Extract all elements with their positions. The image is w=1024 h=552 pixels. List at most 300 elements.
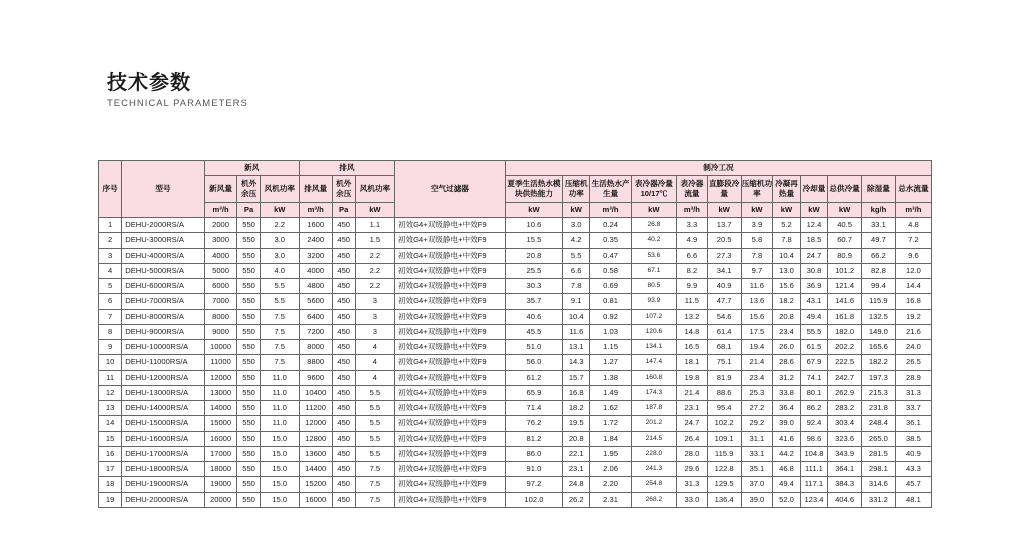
table-cell: 20.8 [505,248,562,263]
table-cell: 15.6 [773,279,800,294]
table-cell: 323.6 [828,431,862,446]
table-cell: 16000 [204,431,237,446]
table-cell: 1.62 [590,401,631,416]
filter-cell: 初效G4+双级静电+中效F9 [394,233,505,248]
table-cell: 21.4 [677,385,708,400]
table-cell: 450 [332,416,355,431]
table-row [99,233,932,248]
filter-cell: 初效G4+双级静电+中效F9 [394,248,505,263]
table-row [99,218,932,233]
table-cell: 12800 [299,431,332,446]
table-row [99,263,932,278]
model-cell: DEHU-16000RS/A [122,431,204,446]
header-exhaust-volume: 排风量 [299,176,332,203]
table-cell: 550 [237,279,260,294]
table-cell: 95.4 [707,401,741,416]
table-cell: 102.2 [707,416,741,431]
table-cell: 37.0 [741,477,773,492]
model-cell: DEHU-15000RS/A [122,416,204,431]
table-cell: 88.6 [707,385,741,400]
table-cell: 215.3 [862,385,896,400]
unit-cell: kW [260,203,299,218]
table-cell: 450 [332,233,355,248]
table-cell: 38.5 [895,431,931,446]
table-cell: 81.2 [505,431,562,446]
table-row [99,370,932,385]
table-cell: 15200 [299,477,332,492]
model-cell: DEHU-14000RS/A [122,401,204,416]
table-cell: 550 [237,309,260,324]
table-cell: 21.4 [741,355,773,370]
table-cell: 17000 [204,446,237,461]
table-cell: 214.5 [631,431,676,446]
header-cooling-capacity: 冷却量 [800,176,827,203]
table-cell: 7.8 [741,248,773,263]
table-cell: 231.8 [862,401,896,416]
filter-cell: 初效G4+双级静电+中效F9 [394,279,505,294]
table-cell: 283.2 [828,401,862,416]
table-cell: 28.0 [677,446,708,461]
model-cell: DEHU-2000RS/A [122,218,204,233]
table-cell: 40.9 [707,279,741,294]
table-cell: 18.1 [677,355,708,370]
table-cell: 10.6 [505,218,562,233]
table-cell: 24.8 [562,477,589,492]
table-cell: 6.6 [562,263,589,278]
table-cell: 3 [355,324,394,339]
table-cell: 3.0 [260,233,299,248]
table-cell: 109.1 [707,431,741,446]
table-cell: 9.7 [741,263,773,278]
header-exhaust: 排风 [299,161,394,176]
table-cell: 99.4 [862,279,896,294]
table-cell: 18000 [204,462,237,477]
table-cell: 40.6 [505,309,562,324]
table-cell: 98.6 [800,431,827,446]
table-cell: 2.2 [260,218,299,233]
table-cell: 16.8 [895,294,931,309]
table-cell: 55.5 [800,324,827,339]
table-cell: 19.2 [895,309,931,324]
table-cell: 82.8 [862,263,896,278]
table-cell: 45.7 [895,477,931,492]
table-cell: 550 [237,324,260,339]
table-cell: 13000 [204,385,237,400]
table-cell: 7200 [299,324,332,339]
header-fresh-air: 新风 [204,161,299,176]
table-cell: 19.5 [562,416,589,431]
table-cell: 8.2 [677,263,708,278]
table-cell: 160.8 [631,370,676,385]
table-cell: 33.1 [741,446,773,461]
table-cell: 40.5 [828,218,862,233]
table-cell: 450 [332,385,355,400]
table-cell: 86.0 [505,446,562,461]
table-cell: 182.0 [828,324,862,339]
header-cooling: 制冷工况 [505,161,931,176]
table-cell: 15.7 [562,370,589,385]
model-cell: DEHU-17000RS/A [122,446,204,461]
unit-cell: m³/h [895,203,931,218]
table-cell: 3000 [204,233,237,248]
table-cell: 1.1 [355,218,394,233]
table-cell: 202.2 [828,340,862,355]
table-cell: 11200 [299,401,332,416]
table-cell: 43.1 [800,294,827,309]
table-cell: 123.4 [800,492,827,507]
table-cell: 550 [237,477,260,492]
table-cell: 2400 [299,233,332,248]
table-cell: 102.0 [505,492,562,507]
table-cell: 26.0 [773,340,800,355]
table-cell: 450 [332,340,355,355]
table-cell: 23.1 [562,462,589,477]
unit-cell: kW [828,203,862,218]
table-cell: 104.8 [800,446,827,461]
table-cell: 5.5 [260,294,299,309]
table-cell: 4.9 [677,233,708,248]
table-cell: 9.6 [895,248,931,263]
table-cell: 10000 [204,340,237,355]
table-cell: 7.2 [895,233,931,248]
table-cell: 5.5 [355,401,394,416]
table-cell: 4000 [299,263,332,278]
unit-cell: kg/h [862,203,896,218]
table-cell: 13.2 [677,309,708,324]
table-cell: 4 [355,340,394,355]
table-cell: 4000 [204,248,237,263]
table-cell: 24.7 [800,248,827,263]
table-cell: 39.0 [773,416,800,431]
table-cell: 1.5 [355,233,394,248]
table-cell: 149.0 [862,324,896,339]
table-cell: 30.8 [800,263,827,278]
row-index: 4 [99,263,122,278]
technical-parameters-table [98,160,932,508]
table-cell: 29.2 [741,416,773,431]
table-cell: 115.9 [862,294,896,309]
table-cell: 39.0 [741,492,773,507]
table-cell: 11.0 [260,370,299,385]
unit-cell: kW [741,203,773,218]
table-row [99,492,932,507]
table-cell: 26.8 [631,218,676,233]
unit-cell: m³/h [590,203,631,218]
table-cell: 40.9 [895,446,931,461]
table-cell: 1.15 [590,340,631,355]
table-row [99,248,932,263]
table-cell: 450 [332,218,355,233]
row-index: 5 [99,279,122,294]
table-cell: 25.3 [741,385,773,400]
table-cell: 222.5 [828,355,862,370]
table-cell: 0.35 [590,233,631,248]
table-row [99,416,932,431]
unit-cell: Pa [332,203,355,218]
table-cell: 21.6 [895,324,931,339]
table-cell: 0.92 [590,309,631,324]
table-cell: 48.1 [895,492,931,507]
table-cell: 550 [237,340,260,355]
table-cell: 111.1 [800,462,827,477]
table-cell: 129.5 [707,477,741,492]
table-cell: 8000 [299,340,332,355]
table-cell: 15.0 [260,492,299,507]
table-cell: 450 [332,324,355,339]
header-model: 型号 [122,161,204,218]
table-cell: 1.38 [590,370,631,385]
table-cell: 3 [355,294,394,309]
table-cell: 33.1 [862,218,896,233]
header-filter: 空气过滤器 [394,161,505,218]
table-cell: 314.6 [862,477,896,492]
row-index: 19 [99,492,122,507]
table-cell: 3 [355,309,394,324]
row-index: 17 [99,462,122,477]
table-cell: 298.1 [862,462,896,477]
table-cell: 4 [355,370,394,385]
table-cell: 5600 [299,294,332,309]
table-cell: 7.5 [355,492,394,507]
filter-cell: 初效G4+双级静电+中效F9 [394,401,505,416]
table-cell: 0.47 [590,248,631,263]
header-fresh-power: 风机功率 [260,176,299,203]
filter-cell: 初效G4+双级静电+中效F9 [394,462,505,477]
table-cell: 9.9 [677,279,708,294]
table-cell: 303.4 [828,416,862,431]
table-cell: 550 [237,248,260,263]
table-cell: 7000 [204,294,237,309]
filter-cell: 初效G4+双级静电+中效F9 [394,355,505,370]
table-cell: 2.20 [590,477,631,492]
model-cell: DEHU-5000RS/A [122,263,204,278]
filter-cell: 初效G4+双级静电+中效F9 [394,340,505,355]
table-cell: 450 [332,462,355,477]
table-row [99,477,932,492]
model-cell: DEHU-8000RS/A [122,309,204,324]
table-cell: 450 [332,492,355,507]
table-cell: 404.6 [828,492,862,507]
table-cell: 11.6 [562,324,589,339]
header-index: 序号 [99,161,122,218]
filter-cell: 初效G4+双级静电+中效F9 [394,370,505,385]
table-cell: 3.0 [260,248,299,263]
table-cell: 450 [332,263,355,278]
table-cell: 268.2 [631,492,676,507]
table-cell: 450 [332,446,355,461]
table-cell: 26.4 [677,431,708,446]
row-index: 8 [99,324,122,339]
model-cell: DEHU-4000RS/A [122,248,204,263]
table-cell: 23.1 [677,401,708,416]
table-cell: 2.31 [590,492,631,507]
table-cell: 9000 [204,324,237,339]
table-cell: 136.4 [707,492,741,507]
table-row [99,324,932,339]
table-cell: 30.3 [505,279,562,294]
table-cell: 5.5 [260,279,299,294]
table-cell: 16000 [299,492,332,507]
header-exhaust-pressure: 机外余压 [332,176,355,203]
model-cell: DEHU-10000RS/A [122,340,204,355]
model-cell: DEHU-20000RS/A [122,492,204,507]
table-cell: 67.1 [631,263,676,278]
table-cell: 161.8 [828,309,862,324]
row-index: 1 [99,218,122,233]
table-cell: 93.9 [631,294,676,309]
table-cell: 45.5 [505,324,562,339]
table-cell: 8800 [299,355,332,370]
table-cell: 331.2 [862,492,896,507]
row-index: 15 [99,431,122,446]
table-cell: 43.3 [895,462,931,477]
table-cell: 20000 [204,492,237,507]
table-cell: 14.3 [562,355,589,370]
table-cell: 71.4 [505,401,562,416]
row-index: 13 [99,401,122,416]
unit-cell: Pa [237,203,260,218]
table-cell: 0.58 [590,263,631,278]
row-index: 10 [99,355,122,370]
table-cell: 5.5 [562,248,589,263]
header-hot-water-output: 生活热水产生量 [590,176,631,203]
unit-cell: kW [355,203,394,218]
table-cell: 3.9 [741,218,773,233]
header-fresh-volume: 新风量 [204,176,237,203]
table-cell: 14.8 [677,324,708,339]
table-cell: 241.3 [631,462,676,477]
table-row [99,309,932,324]
table-cell: 31.3 [677,477,708,492]
table-cell: 14000 [204,401,237,416]
model-cell: DEHU-3000RS/A [122,233,204,248]
table-cell: 91.0 [505,462,562,477]
table-cell: 1.49 [590,385,631,400]
table-cell: 550 [237,416,260,431]
table-cell: 5.8 [741,233,773,248]
row-index: 18 [99,477,122,492]
table-cell: 550 [237,370,260,385]
filter-cell: 初效G4+双级静电+中效F9 [394,218,505,233]
table-cell: 49.4 [800,309,827,324]
table-cell: 12.4 [800,218,827,233]
table-cell: 450 [332,477,355,492]
table-cell: 31.1 [741,431,773,446]
table-cell: 19.8 [677,370,708,385]
table-cell: 550 [237,294,260,309]
unit-cell: m³/h [299,203,332,218]
table-row [99,446,932,461]
table-cell: 9600 [299,370,332,385]
table-cell: 343.9 [828,446,862,461]
table-cell: 550 [237,446,260,461]
header-surface-cooler-flow: 表冷器流量 [677,176,708,203]
model-cell: DEHU-13000RS/A [122,385,204,400]
table-cell: 15000 [204,416,237,431]
model-cell: DEHU-11000RS/A [122,355,204,370]
table-cell: 13600 [299,446,332,461]
table-cell: 16.5 [677,340,708,355]
table-cell: 25.5 [505,263,562,278]
row-index: 9 [99,340,122,355]
table-cell: 174.3 [631,385,676,400]
table-cell: 0.81 [590,294,631,309]
table-cell: 7.5 [260,324,299,339]
table-cell: 67.9 [800,355,827,370]
table-cell: 2.2 [355,279,394,294]
table-cell: 54.6 [707,309,741,324]
table-cell: 5.2 [773,218,800,233]
table-cell: 121.4 [828,279,862,294]
table-cell: 0.69 [590,279,631,294]
filter-cell: 初效G4+双级静电+中效F9 [394,294,505,309]
table-cell: 81.9 [707,370,741,385]
table-cell: 47.7 [707,294,741,309]
table-row [99,401,932,416]
table-cell: 33.8 [773,385,800,400]
table-cell: 242.7 [828,370,862,385]
filter-cell: 初效G4+双级静电+中效F9 [394,477,505,492]
table-cell: 16.8 [562,385,589,400]
table-cell: 550 [237,233,260,248]
table-cell: 28.9 [895,370,931,385]
table-cell: 182.2 [862,355,896,370]
row-index: 3 [99,248,122,263]
table-cell: 18.5 [800,233,827,248]
row-index: 12 [99,385,122,400]
header-total-water-flow: 总水流量 [895,176,931,203]
table-cell: 10.4 [562,309,589,324]
table-cell: 36.9 [800,279,827,294]
table-cell: 262.9 [828,385,862,400]
table-cell: 4800 [299,279,332,294]
table-cell: 101.2 [828,263,862,278]
unit-cell: kW [707,203,741,218]
table-cell: 51.0 [505,340,562,355]
table-cell: 7.5 [260,355,299,370]
header-compressor-power: 压缩机功率 [562,176,589,203]
table-cell: 450 [332,248,355,263]
table-cell: 450 [332,309,355,324]
table-cell: 115.9 [707,446,741,461]
table-cell: 2.2 [355,248,394,263]
table-cell: 11.0 [260,385,299,400]
table-cell: 61.2 [505,370,562,385]
table-cell: 134.1 [631,340,676,355]
table-cell: 36.1 [895,416,931,431]
table-cell: 23.4 [741,370,773,385]
model-cell: DEHU-12000RS/A [122,370,204,385]
table-cell: 384.3 [828,477,862,492]
table-cell: 13.1 [562,340,589,355]
table-cell: 4 [355,355,394,370]
table-cell: 19000 [204,477,237,492]
table-cell: 7.8 [562,279,589,294]
table-row [99,294,932,309]
table-cell: 6400 [299,309,332,324]
table-cell: 36.4 [773,401,800,416]
table-cell: 15.5 [505,233,562,248]
table-cell: 15.0 [260,462,299,477]
table-cell: 3.3 [677,218,708,233]
filter-cell: 初效G4+双级静电+中效F9 [394,263,505,278]
table-cell: 13.7 [707,218,741,233]
table-cell: 450 [332,401,355,416]
table-cell: 550 [237,462,260,477]
unit-cell: kW [631,203,676,218]
table-row [99,431,932,446]
table-cell: 14400 [299,462,332,477]
